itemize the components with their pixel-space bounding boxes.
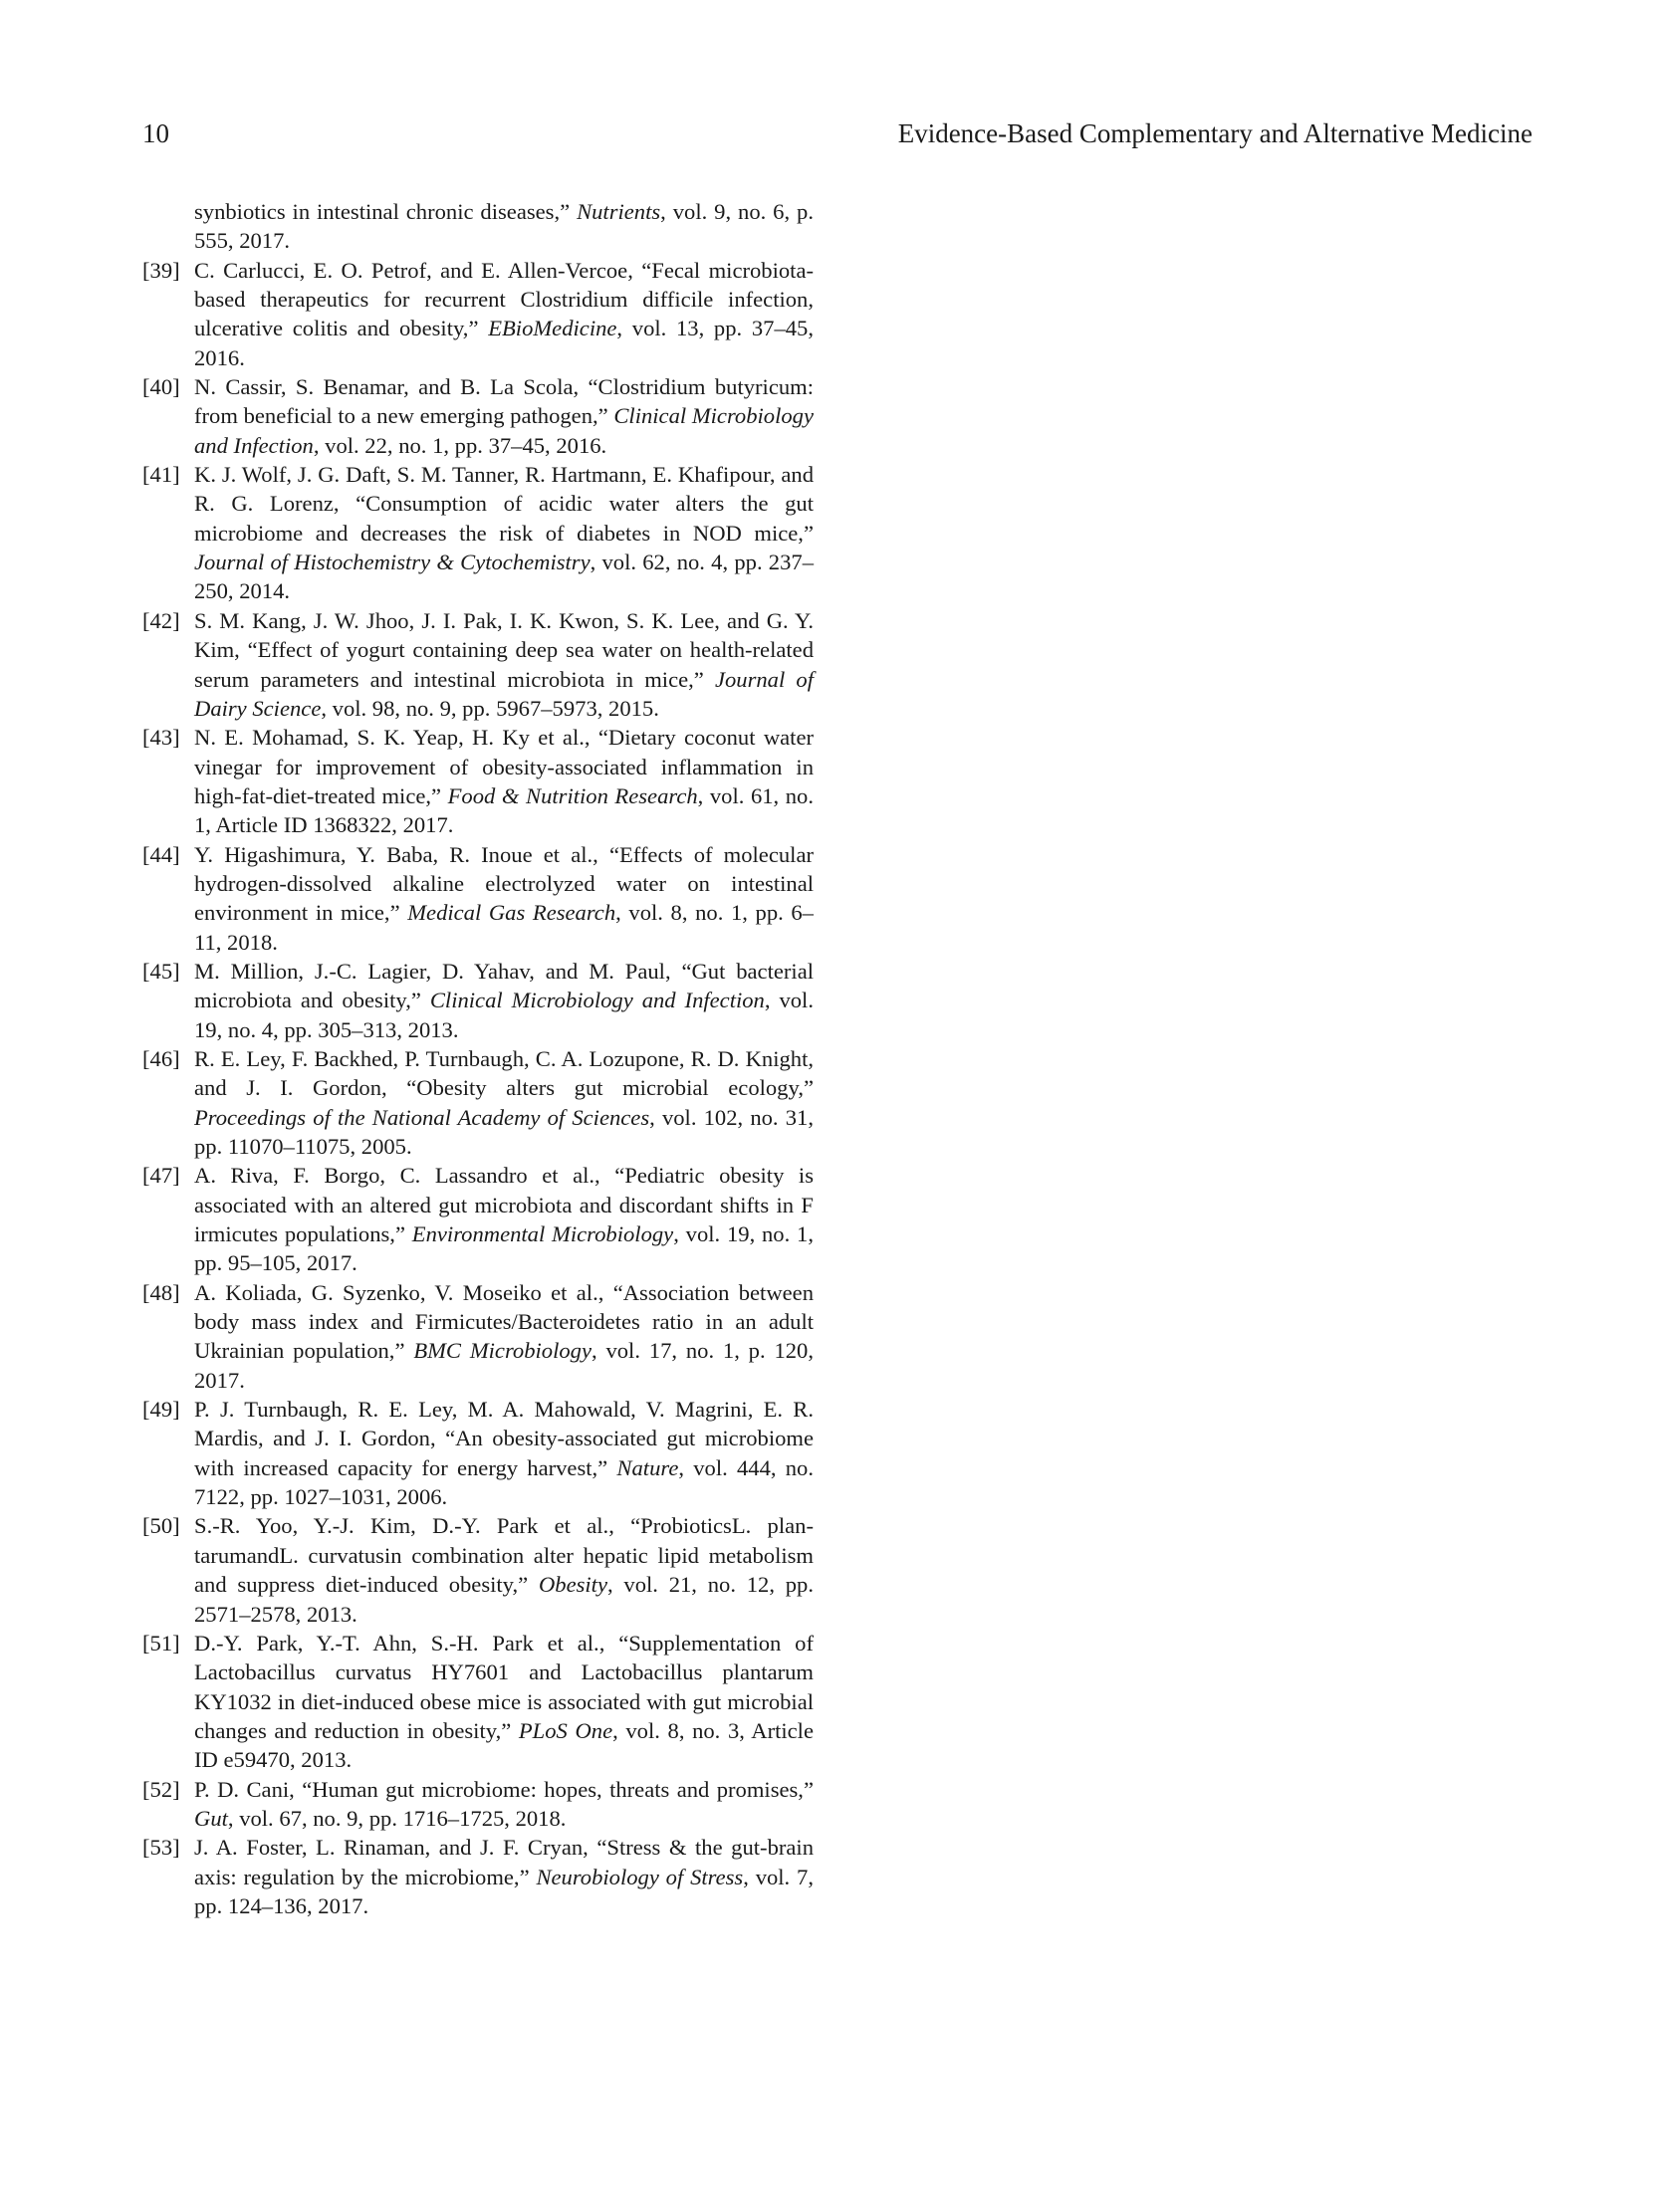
reference-source-title: Journal of Histochemistry & Cytochemistry	[194, 550, 591, 575]
reference-item	[142, 1044, 814, 1161]
reference-number: [40]	[142, 374, 180, 400]
reference-source-title: Proceedings of the National Academy of Sciences	[194, 1104, 650, 1130]
reference-number: [49]	[142, 1397, 180, 1423]
reference-text	[194, 1278, 814, 1395]
reference-text-segment: J. A. Foster, L. Rinaman, and J. F. Cryan, “Stress & the gut-brain axis: regulation by the microbiome,”	[194, 1835, 814, 1889]
reference-text	[194, 1511, 814, 1628]
reference-text-segment: , vol. 102, no. 31, pp. 11070–11075, 2005.	[194, 1104, 814, 1159]
reference-source-title: Nature	[616, 1454, 679, 1480]
reference-text	[194, 957, 814, 1044]
reference-text	[194, 1629, 814, 1775]
reference-text	[194, 1395, 814, 1511]
reference-text-segment: A. Riva, F. Borgo, C. Lassandro et al., “Pediatric obesity is associated with an altered gut microbiota and discordant shifts in F irmicutes populations,”	[194, 1163, 814, 1247]
reference-text-segment: , vol. 19, no. 1, pp. 95–105, 2017.	[194, 1221, 815, 1276]
reference-source-title: Obesity	[538, 1572, 607, 1598]
reference-item	[142, 256, 814, 372]
reference-text-segment: , vol. 61, no. 1, Article ID 1368322, 2017.	[194, 782, 814, 838]
reference-text	[194, 372, 814, 460]
reference-text-segment: , vol. 8, no. 1, pp. 6–11, 2018.	[194, 900, 814, 955]
reference-text-segment: S.-R. Yoo, Y.-J. Kim, D.-Y. Park et al., “ProbioticsL. plantarumandL. curvatusin combination alter hepatic lipid metabolism and suppress diet-induced obesity,”	[194, 1513, 814, 1598]
reference-text-segment: , vol. 7, pp. 124–136, 2017.	[194, 1864, 814, 1918]
reference-item	[142, 1395, 814, 1511]
reference-text-segment: , vol. 13, pp. 37–45, 2016.	[194, 316, 814, 370]
reference-item	[142, 1161, 814, 1277]
reference-text-segment: K. J. Wolf, J. G. Daft, S. M. Tanner, R. Hartmann, E. Khafipour, and R. G. Lorenz, “Consumption of acidic water alters the gut microbiome and decreases the risk of diabetes in NOD mice,”	[194, 462, 814, 546]
reference-number: [39]	[142, 257, 180, 283]
reference-source-title: Food & Nutrition Research	[447, 782, 698, 808]
reference-number: [52]	[142, 1776, 180, 1802]
reference-text-segment: N. E. Mohamad, S. K. Yeap, H. Ky et al., “Dietary coconut water vinegar for improvement of obesity-associated inflammation in high-fat-diet-treated mice,”	[194, 725, 814, 808]
reference-text-segment: synbiotics in intestinal chronic diseases,”	[194, 199, 578, 224]
reference-text-segment: , vol. 9, no. 6, p. 555, 2017.	[194, 199, 814, 254]
reference-source-title: Medical Gas Research	[407, 900, 616, 926]
reference-item	[142, 606, 814, 723]
reference-text-segment: , vol. 98, no. 9, pp. 5967–5973, 2015.	[321, 695, 659, 721]
reference-number: [41]	[142, 462, 180, 488]
reference-text-segment: Y. Higashimura, Y. Baba, R. Inoue et al., “Effects of molecular hydrogen-dissolved alkaline electrolyzed water on intestinal environment in mice,”	[194, 841, 814, 926]
reference-text-segment: P. J. Turnbaugh, R. E. Ley, M. A. Mahowald, V. Magrini, E. R. Mardis, and J. I. Gordon, “An obesity-associated gut microbiome with increased capacity for energy harvest,”	[194, 1397, 814, 1480]
page-number: 10	[142, 118, 169, 148]
reference-text-segment: D.-Y. Park, Y.-T. Ahn, S.-H. Park et al., “Supplementation of Lactobacillus curvatus HY7601 and Lactobacillus plantarum KY1032 in diet-induced obese mice is associated with gut microbial changes and reduction in obesity,”	[194, 1630, 814, 1743]
reference-text	[194, 197, 814, 256]
reference-text	[194, 1775, 814, 1834]
reference-text-segment: S. M. Kang, J. W. Jhoo, J. I. Pak, I. K. Kwon, S. K. Lee, and G. Y. Kim, “Effect of yogurt containing deep sea water on health-related serum parameters and intestinal microbiota in mice,”	[194, 607, 814, 692]
reference-number: [50]	[142, 1513, 180, 1539]
reference-item	[142, 1833, 814, 1920]
reference-source-title: Journal of Dairy Science	[194, 666, 814, 721]
reference-text-segment: , vol. 67, no. 9, pp. 1716–1725, 2018.	[227, 1805, 567, 1831]
reference-source-title: Environmental Microbiology	[411, 1221, 674, 1247]
reference-text-segment: , vol. 19, no. 4, pp. 305–313, 2013.	[194, 988, 814, 1042]
reference-source-title: Neurobiology of Stress	[536, 1864, 744, 1889]
reference-number: [48]	[142, 1279, 180, 1305]
reference-text-segment: A. Koliada, G. Syzenko, V. Moseiko et al., “Association between body mass index and Firmicutes/Bacteroidetes ratio in an adult Ukrainian population,”	[194, 1279, 814, 1364]
reference-source-title: BMC Microbiology	[413, 1338, 592, 1364]
reference-item	[142, 1511, 814, 1628]
reference-number: [53]	[142, 1835, 180, 1861]
reference-item	[142, 723, 814, 839]
reference-text-segment: , vol. 62, no. 4, pp. 237–250, 2014.	[194, 550, 814, 604]
reference-text	[194, 723, 814, 839]
reference-number: [45]	[142, 958, 180, 984]
reference-text	[194, 256, 814, 372]
reference-item	[142, 1278, 814, 1395]
reference-number: [51]	[142, 1630, 180, 1656]
journal-running-head: Evidence-Based Complementary and Alternative Medicine	[897, 118, 1533, 148]
reference-item	[142, 1629, 814, 1775]
reference-source-title: Clinical Microbiology and Infection	[194, 403, 814, 458]
reference-text	[194, 606, 814, 723]
reference-source-title: PLoS One	[518, 1717, 613, 1743]
reference-text-segment: , vol. 8, no. 3, Article ID e59470, 2013.	[194, 1717, 814, 1773]
reference-item	[142, 460, 814, 606]
reference-text	[194, 1833, 814, 1920]
reference-text	[194, 1161, 814, 1277]
reference-list	[142, 197, 814, 1920]
reference-text-segment: , vol. 22, no. 1, pp. 37–45, 2016.	[313, 432, 607, 458]
reference-number: [42]	[142, 607, 180, 633]
reference-item	[142, 840, 814, 957]
reference-text	[194, 840, 814, 957]
reference-item	[142, 372, 814, 460]
reference-item	[142, 1775, 814, 1834]
reference-source-title: Clinical Microbiology and Infection	[429, 988, 765, 1013]
reference-item	[142, 197, 814, 256]
reference-text-segment: N. Cassir, S. Benamar, and B. La Scola, “Clostridium butyricum: from beneficial to a new emerging pathogen,”	[194, 374, 814, 429]
reference-text-segment: P. D. Cani, “Human gut microbiome: hopes, threats and promises,”	[194, 1776, 814, 1802]
reference-text-segment: , vol. 21, no. 12, pp. 2571–2578, 2013.	[194, 1572, 814, 1627]
reference-text-segment: C. Carlucci, E. O. Petrof, and E. Allen-Vercoe, “Fecal microbiota-based therapeutics for recurrent Clostridium difficile infection, ulcerative colitis and obesity,”	[194, 257, 814, 341]
reference-number: [43]	[142, 725, 180, 751]
reference-text-segment: M. Million, J.-C. Lagier, D. Yahav, and M. Paul, “Gut bacterial microbiota and obesity,”	[194, 958, 814, 1013]
reference-item	[142, 957, 814, 1044]
reference-source-title: Gut	[194, 1805, 228, 1831]
reference-text-segment: , vol. 444, no. 7122, pp. 1027–1031, 2006.	[194, 1454, 814, 1510]
reference-source-title: EBioMedicine	[488, 316, 617, 341]
reference-text-segment: , vol. 17, no. 1, p. 120, 2017.	[194, 1338, 814, 1393]
reference-number: [44]	[142, 841, 180, 867]
reference-text	[194, 1044, 814, 1161]
reference-number: [47]	[142, 1163, 180, 1189]
reference-text	[194, 460, 814, 606]
reference-text-segment: R. E. Ley, F. Backhed, P. Turnbaugh, C. A. Lozupone, R. D. Knight, and J. I. Gordon, “Obesity alters gut microbial ecology,”	[194, 1045, 814, 1101]
reference-source-title: Nutrients	[577, 199, 661, 224]
reference-number: [46]	[142, 1045, 180, 1071]
